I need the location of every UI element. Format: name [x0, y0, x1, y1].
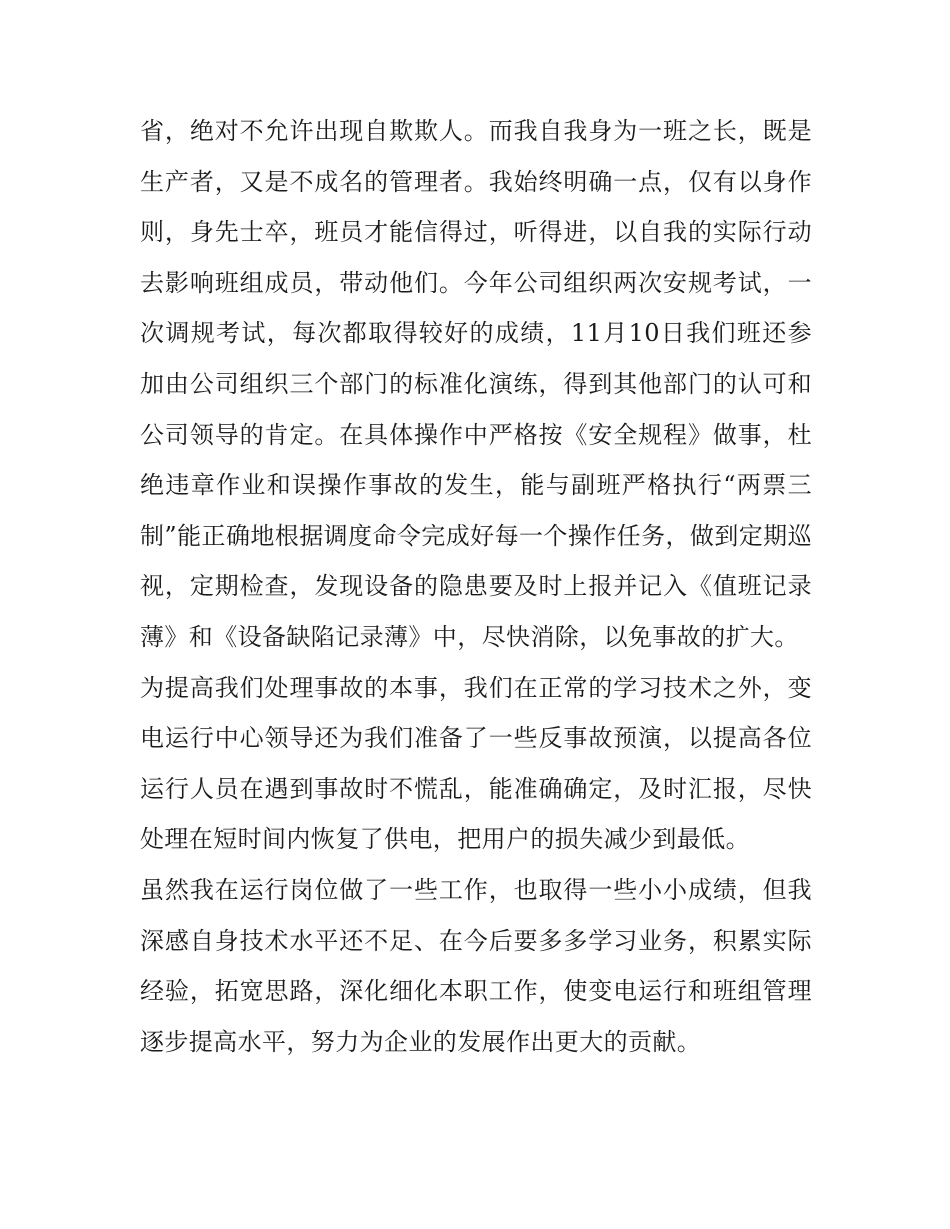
paragraph-duty-and-safety: 省，绝对不允许出现自欺欺人。而我自我身为一班之长，既是生产者，又是不成名的管理者。我始终明确一点，仅有以身作则，身先士卒，班员才能信得过，听得进，以自我的实际行动去影响班组成员，带动他们。今年公司组织两次安规考试，一次调规考试，每次都取得较好的成绩，11月10日我们班还参加由公司组织三个部门的标准化演练，得到其他部门的认可和公司领导的肯定。在具体操作中严格按《安全规程》做事，杜绝违章作业和误操作事故的发生，能与副班严格执行“两票三制”能正确地根据调度命令完成好每一个操作任务，做到定期巡视，定期检查，发现设备的隐患要及时上报并记入《值班记录薄》和《设备缺陷记录薄》中，尽快消除，以免事故的扩大。 — [140, 117, 812, 651]
paragraph-accident-drills: 为提高我们处理事故的本事，我们在正常的学习技术之外，变电运行中心领导还为我们准备了一些反事故预演，以提高各位运行人员在遇到事故时不慌乱，能准确确定，及时汇报，尽快处理在短时间内恢复了供电，把用户的损失减少到最低。 — [140, 673, 812, 854]
document-body — [140, 106, 812, 1067]
paragraph-future-goals: 虽然我在运行岗位做了一些工作，也取得一些小小成绩，但我深感自身技术水平还不足、在今后要多多学习业务，积累实际经验，拓宽思路，深化细化本职工作，使变电运行和班组管理逐步提高水平，努力为企业的发展作出更大的贡献。 — [140, 875, 812, 1056]
